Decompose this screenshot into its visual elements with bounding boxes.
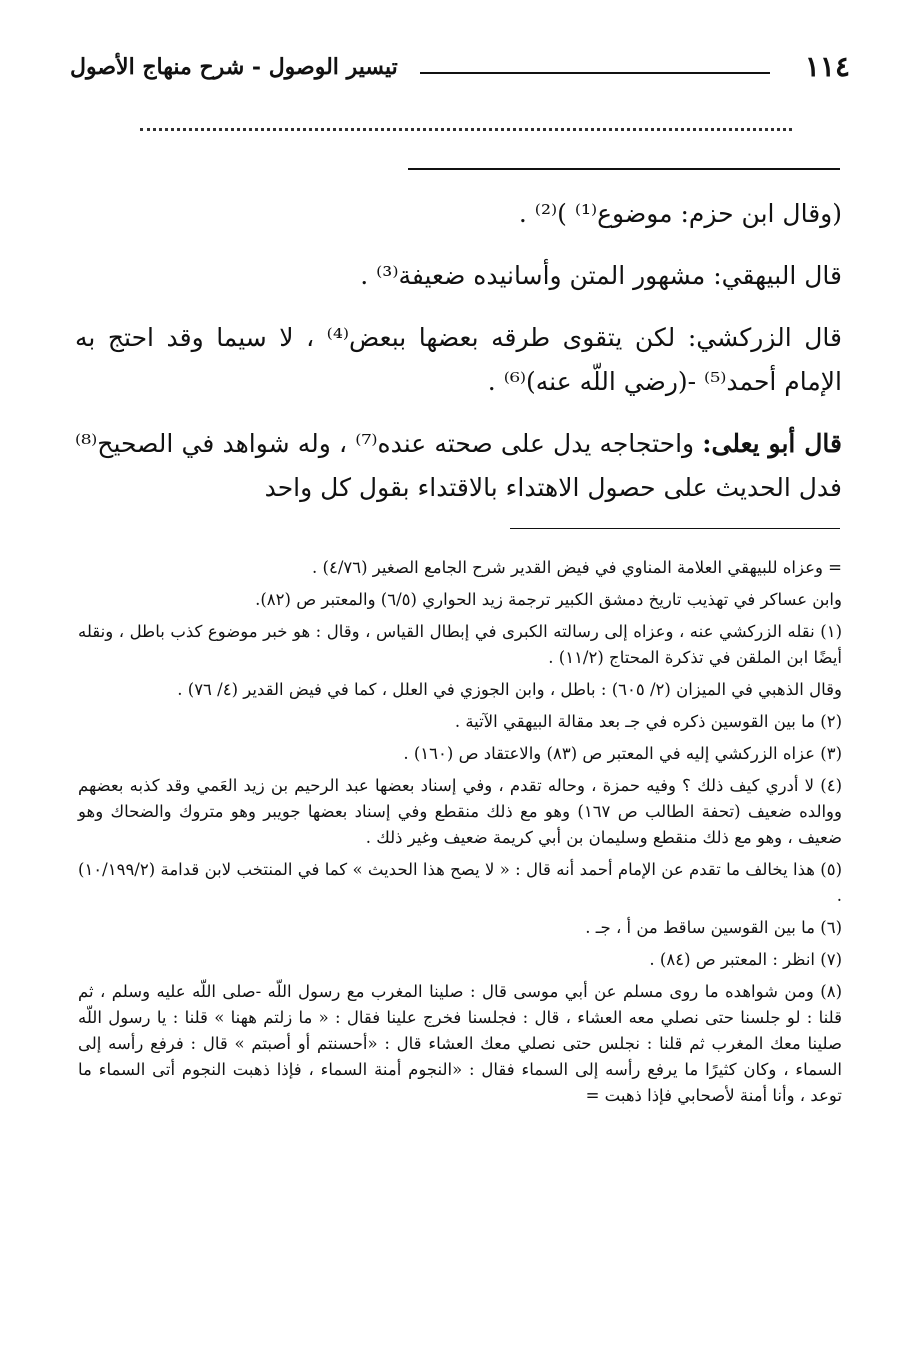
footnote-continuation-1: = وعزاه للبيهقي العلامة المناوي في فيض القدير شرح الجامع الصغير (٤/٧٦) . — [312, 558, 842, 577]
footnote-3: (٣) عزاه الزركشي إليه في المعتبر ص (٨٣) والاعتقاد ص (١٦٠) . — [403, 744, 842, 763]
main-text — [75, 192, 842, 528]
footnote-1a: (١) نقله الزركشي عنه ، وعزاه إلى رسالته الكبرى في إبطال القياس ، وقال : هو خبر موضوع كذب باطل ، ونقله أيضًا ابن الملقن في تذكرة المحتاج (١١/٢) . — [78, 622, 842, 667]
paragraph-abu-yala — [75, 422, 842, 510]
abu-yala-lead: قال أبو يعلى: — [702, 429, 842, 458]
footnote-6: (٦) ما بين القوسين ساقط من أ ، جـ . — [585, 918, 842, 937]
paragraph-ibn-hazm: (وقال ابن حزم: موضوع⁽¹⁾ )⁽²⁾ . — [518, 199, 842, 228]
footnote-2: (٢) ما بين القوسين ذكره في جـ بعد مقالة البيهقي الآتية . — [454, 712, 842, 731]
header-rule — [420, 72, 770, 74]
footnote-4: (٤) لا أدري كيف ذلك ؟ وفيه حمزة ، وحاله تقدم ، وفي إسناد بعضها عبد الرحيم بن زيد العَمي وقد كذبه بعضهم ووالده ضعيف (تحفة الطالب ص ١٦٧) وهو مع ذلك منقطع وفي إسناد بعضها جويبر وهو متروك والضحاك وهو ضعيف ، وهو مع ذلك منقطع وسليمان بن أبي كريمة ضعيف وغير ذلك . — [78, 776, 842, 847]
footnotes — [78, 555, 842, 1115]
page-number: ١١٤ — [804, 50, 850, 83]
footnote-7: (٧) انظر : المعتبر ص (٨٤) . — [649, 950, 842, 969]
page-header — [70, 50, 850, 94]
footnote-continuation-2: وابن عساكر في تهذيب تاريخ دمشق الكبير ترجمة زيد الحواري (٦/٥) والمعتبر ص (٨٢). — [255, 590, 842, 609]
section-rule — [408, 168, 840, 170]
paragraph-bayhaqi: قال البيهقي: مشهور المتن وأسانيده ضعيفة⁽³⁾ . — [360, 261, 842, 290]
footnote-5: (٥) هذا يخالف ما تقدم عن الإمام أحمد أنه قال : « لا يصح هذا الحديث » كما في المنتخب لابن قدامة (١٠/١٩٩/٢) . — [78, 860, 842, 905]
dotted-separator — [140, 128, 792, 131]
running-title: تيسير الوصول - شرح منهاج الأصول — [70, 54, 398, 80]
footnote-rule — [510, 528, 840, 529]
paragraph-zarkashi: قال الزركشي: لكن يتقوى طرقه بعضها ببعض⁽⁴⁾ ، لا سيما وقد احتج به الإمام أحمد⁽⁵⁾ -(رضي اللّه عنه)⁽⁶⁾ . — [75, 323, 842, 396]
abu-yala-text: واحتجاجه يدل على صحته عنده⁽⁷⁾ ، وله شواهد في الصحيح⁽⁸⁾ فدل الحديث على حصول الاهتداء بالاقتداء بقول كل واحد — [75, 429, 842, 502]
footnote-1b: وقال الذهبي في الميزان (٢/ ٦٠٥) : باطل ، وابن الجوزي في العلل ، كما في فيض القدير (٤/ ٧٦) . — [177, 680, 842, 699]
footnote-8: (٨) ومن شواهده ما روى مسلم عن أبي موسى قال : صلينا المغرب مع رسول اللّه -صلى اللّه عليه وسلم ، ثم قلنا : لو جلسنا حتى نصلي معه العشاء ، قال : فجلسنا فخرج علينا فقال : « ما زلتم ههنا » قلنا : يا رسول اللّه صلينا معك المغرب ثم قلنا : نجلس حتى نصلي معك العشاء قال : «أحسنتم أو أصبتم » قال : فرفع رأسه إلى السماء ، وكان كثيرًا ما يرفع رأسه إلى السماء فقال : «النجوم أمنة السماء ، فإذا ذهبت النجوم أتى السماء ما توعد ، وأنا أمنة لأصحابي فإذا ذهبت = — [78, 982, 842, 1105]
